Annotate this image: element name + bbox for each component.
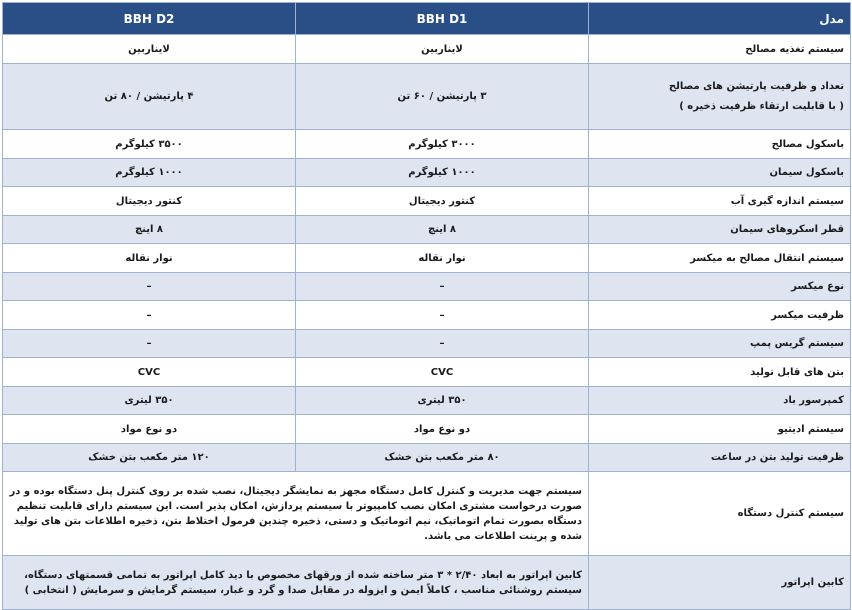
value-d2: ۱۲۰ متر مکعب بتن خشک <box>3 444 296 472</box>
value-d1: ۳۰۰۰ کیلوگرم <box>296 130 589 159</box>
value-d1: CVC <box>296 358 589 387</box>
table-row <box>3 444 851 472</box>
table-row <box>3 330 851 358</box>
row-label <box>589 64 851 130</box>
value-d1: ۳ پارتیشن / ۶۰ تن <box>296 64 589 130</box>
row-label: نوع میکسر <box>589 273 851 301</box>
value-d2: ۳۵۰ لیتری <box>3 387 296 415</box>
row-label: ظرفیت تولید بتن در ساعت <box>589 444 851 472</box>
table-row <box>3 35 851 64</box>
value-d2: – <box>3 330 296 358</box>
value-d1: ۸۰ متر مکعب بتن خشک <box>296 444 589 472</box>
header-row <box>3 3 851 35</box>
value-d1: – <box>296 273 589 301</box>
operator-cabin-description: کابین اپراتور به ابعاد ۲/۴۰ * ۳ متر ساخته شده از ورقهای مخصوص با دید کامل اپراتور به تمامی قسمتهای دستگاه، سیستم روشنائی مناسب ، کاملاً ایمن و ایزوله در مقابل صدا و گرد و غبار، سیستم گرمایش و سرمایش ( انتخابی ) <box>3 556 589 610</box>
header-label: مدل <box>589 3 851 35</box>
row-label: ظرفیت میکسر <box>589 301 851 330</box>
value-d1: ۱۰۰۰ کیلوگرم <box>296 159 589 187</box>
header-model-d2: BBH D2 <box>3 3 296 35</box>
table-row <box>3 273 851 301</box>
value-d1: – <box>296 330 589 358</box>
control-system-description: سیستم جهت مدیریت و کنترل کامل دستگاه مجهز به نمایشگر دیجیتال، نصب شده بر روی کنترل پنل دستگاه بوده و در صورت درخواست مشتری امکان نصب کامپیوتر با سیستم پردازش، امکان پذیر است. این سیستم دارای قابلیت تنظیم دستگاه بصورت تمام اتوماتیک، نیم اتوماتیک و دستی، ذخیره چندین فرمول اختلاط بتن، ذخیره اطلاعات بتن های تولید شده و پرینت اطلاعات می باشد. <box>3 472 589 556</box>
value-d1: – <box>296 301 589 330</box>
value-d2: ۱۰۰۰ کیلوگرم <box>3 159 296 187</box>
table-row <box>3 187 851 216</box>
value-d2: دو نوع مواد <box>3 415 296 444</box>
row-label: کمپرسور باد <box>589 387 851 415</box>
value-d1: کنتور دیجیتال <box>296 187 589 216</box>
table-row <box>3 244 851 273</box>
value-d2: ۴ پارتیشن / ۸۰ تن <box>3 64 296 130</box>
value-d2: کنتور دیجیتال <box>3 187 296 216</box>
table-row <box>3 301 851 330</box>
table-row <box>3 415 851 444</box>
row-label-sub: ( با قابلیت ارتقاء ظرفیت ذخیره ) <box>679 101 844 112</box>
row-label: سیستم انتقال مصالح به میکسر <box>589 244 851 273</box>
row-label-main: تعداد و ظرفیت پارتیشن های مصالح <box>668 81 844 92</box>
value-d2: – <box>3 301 296 330</box>
value-d1: لایناربین <box>296 35 589 64</box>
value-d2: ۸ اینچ <box>3 216 296 244</box>
operator-cabin-row <box>3 556 851 610</box>
row-label: باسکول سیمان <box>589 159 851 187</box>
row-label: بتن های قابل تولید <box>589 358 851 387</box>
header-model-d1: BBH D1 <box>296 3 589 35</box>
control-system-label: سیستم کنترل دستگاه <box>589 472 851 556</box>
row-label: سیستم اندازه گیری آب <box>589 187 851 216</box>
value-d1: دو نوع مواد <box>296 415 589 444</box>
value-d1: ۸ اینچ <box>296 216 589 244</box>
value-d2: لایناربین <box>3 35 296 64</box>
value-d2: نوار نقاله <box>3 244 296 273</box>
table-row <box>3 130 851 159</box>
row-label: باسکول مصالح <box>589 130 851 159</box>
table-row <box>3 216 851 244</box>
control-system-row <box>3 472 851 556</box>
row-label: سیستم گریس پمپ <box>589 330 851 358</box>
value-d2: CVC <box>3 358 296 387</box>
value-d2: ۳۵۰۰ کیلوگرم <box>3 130 296 159</box>
table-row <box>3 64 851 130</box>
spec-table <box>2 2 851 610</box>
value-d1: ۳۵۰ لیتری <box>296 387 589 415</box>
operator-cabin-label: کابین اپراتور <box>589 556 851 610</box>
value-d2: – <box>3 273 296 301</box>
row-label: قطر اسکروهای سیمان <box>589 216 851 244</box>
table-row <box>3 358 851 387</box>
row-label: سیستم ادیتیو <box>589 415 851 444</box>
row-label: سیستم تغذیه مصالح <box>589 35 851 64</box>
table-row <box>3 159 851 187</box>
table-row <box>3 387 851 415</box>
value-d1: نوار نقاله <box>296 244 589 273</box>
